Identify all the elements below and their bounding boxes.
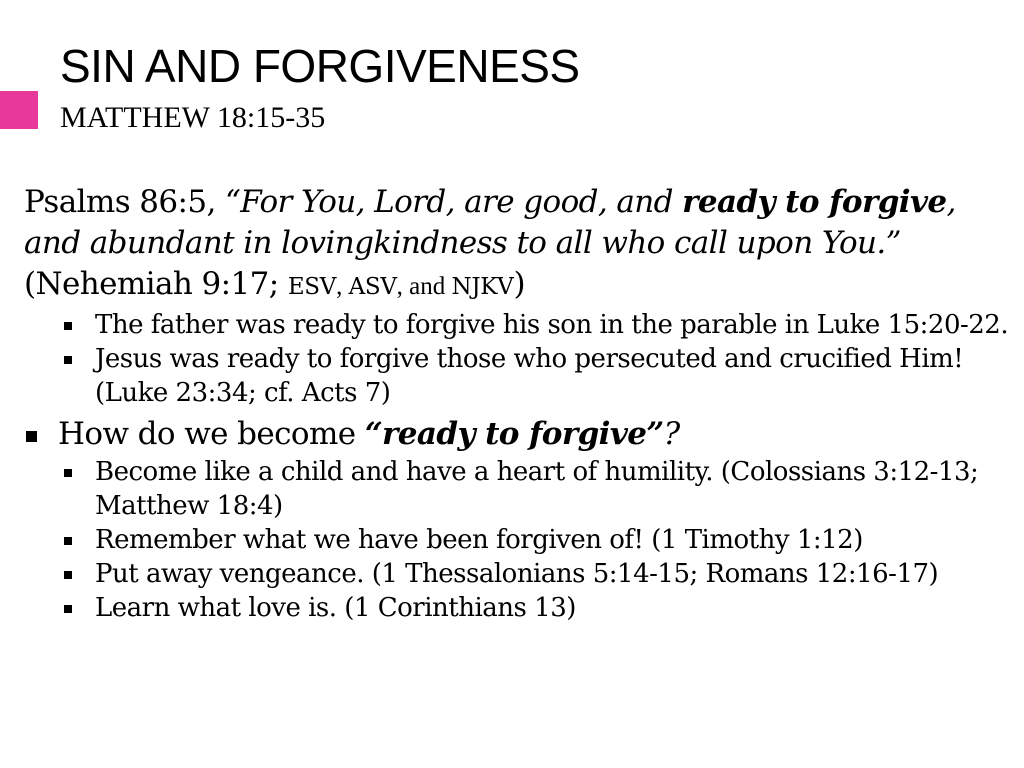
slide-content [24,182,1014,625]
question-suffix: ? [663,416,680,452]
version-njkv: NJKV [451,274,514,300]
verse-quote-open: “For You, Lord, are good, and [225,184,673,220]
cross-reference-close: ) [513,266,525,302]
main-points-list [24,414,1014,455]
question-text: How do we become [58,416,356,452]
list-item: Jesus was ready to forgive those who persecuted and crucified Him! (Luke 23:34; cf. Acts 7) [24,342,1014,410]
verse-reference: Psalms 86:5, [24,184,216,220]
answers-list [24,455,1014,625]
verse-quote-rest: , and abundant in lovingkindness to all who call upon You.” [24,184,956,261]
list-item: Learn what love is. (1 Corinthians 13) [24,591,1014,625]
accent-block [0,91,38,129]
verse-paragraph [24,182,1014,308]
version-asv: ASV [348,274,397,300]
slide-subtitle: MATTHEW 18:15-35 [60,101,326,134]
version-esv: ESV [287,274,337,300]
question-emphasis: “ready to forgive” [364,416,664,452]
cross-reference-open: (Nehemiah 9:17; [24,266,279,302]
version-sep-1: , [336,273,349,300]
list-item: Put away vengeance. (1 Thessalonians 5:14-15; Romans 12:16-17) [24,557,1014,591]
list-item: Become like a child and have a heart of humility. (Colossians 3:12-13; Matthew 18:4) [24,455,1014,523]
list-item: Remember what we have been forgiven of! (1 Timothy 1:12) [24,523,1014,557]
version-sep-2: , and [396,273,452,300]
cross-reference [24,266,525,302]
slide-title: SIN AND FORGIVENESS [60,40,580,92]
verse-points-list [24,308,1014,410]
question-item [24,414,1014,455]
list-item: The father was ready to forgive his son in the parable in Luke 15:20-22. [24,308,1014,342]
verse-quote-bold: ready to forgive [682,184,947,220]
